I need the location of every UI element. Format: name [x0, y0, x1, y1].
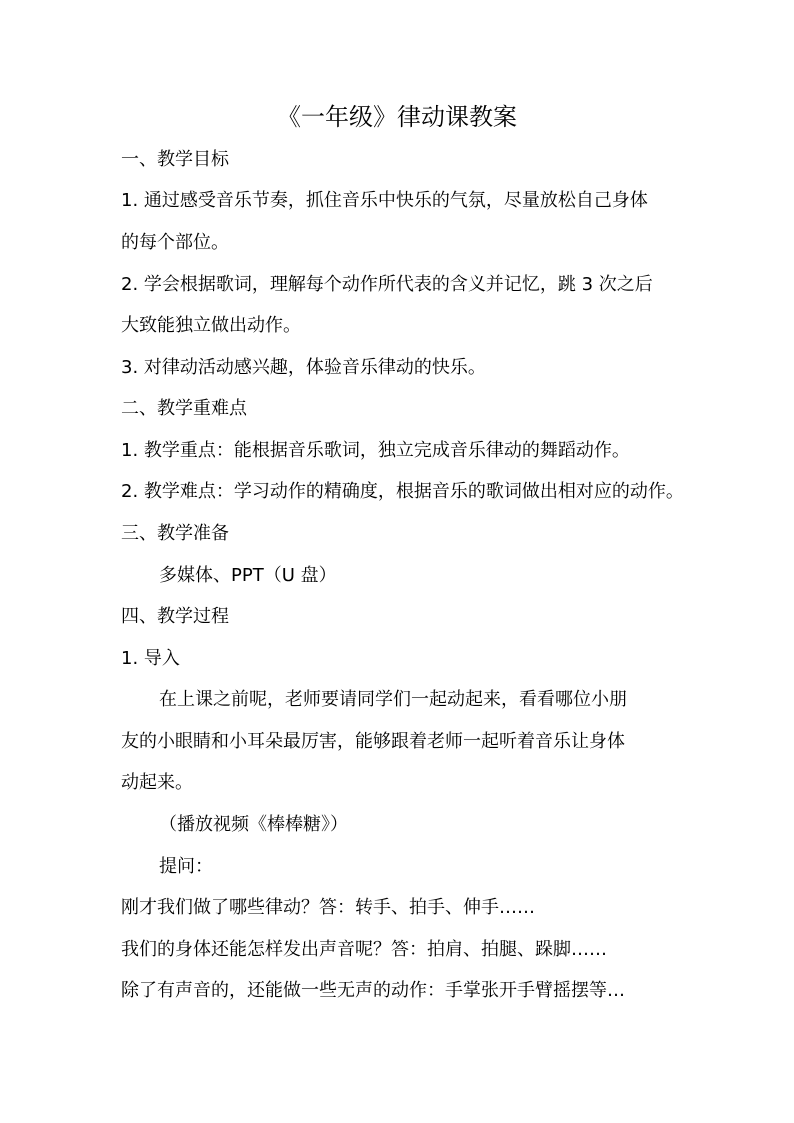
intro-paragraph-line-2: 友的小眼睛和小耳朵最厉害，能够跟着老师一起听着音乐让身体	[121, 731, 625, 752]
section-heading-objectives: 一、教学目标	[121, 149, 229, 170]
document-title: 《一年级》律动课教案	[277, 103, 517, 131]
objective-2-line-1: 2. 学会根据歌词，理解每个动作所代表的含义并记忆，跳 3 次之后	[121, 274, 653, 295]
key-point: 1. 教学重点：能根据音乐歌词，独立完成音乐律动的舞蹈动作。	[121, 440, 630, 461]
difficult-point: 2. 教学难点：学习动作的精确度，根据音乐的歌词做出相对应的动作。	[121, 481, 684, 502]
question-answer-1: 刚才我们做了哪些律动？答：转手、拍手、伸手……	[121, 897, 535, 918]
intro-paragraph-line-1: 在上课之前呢，老师要请同学们一起动起来，看看哪位小朋	[159, 689, 627, 710]
intro-paragraph-line-3: 动起来。	[121, 772, 193, 793]
objective-1-line-2: 的每个部位。	[121, 232, 229, 253]
question-answer-3: 除了有声音的，还能做一些无声的动作：手掌张开手臂摇摆等…	[121, 980, 625, 1001]
section-heading-process: 四、教学过程	[121, 606, 229, 627]
objective-2-line-2: 大致能独立做出动作。	[121, 315, 301, 336]
process-step-introduction: 1. 导入	[121, 648, 180, 669]
question-answer-2: 我们的身体还能怎样发出声音呢？答：拍肩、拍腿、跺脚……	[121, 939, 607, 960]
question-label: 提问：	[159, 856, 213, 877]
play-video-note: （播放视频《棒棒糖》）	[159, 814, 348, 835]
section-heading-key-points: 二、教学重难点	[121, 398, 247, 419]
objective-3: 3. 对律动活动感兴趣，体验音乐律动的快乐。	[121, 357, 486, 378]
objective-1-line-1: 1. 通过感受音乐节奏，抓住音乐中快乐的气氛，尽量放松自己身体	[121, 190, 648, 211]
preparation-materials: 多媒体、PPT（U 盘）	[159, 565, 337, 586]
section-heading-preparation: 三、教学准备	[121, 523, 229, 544]
